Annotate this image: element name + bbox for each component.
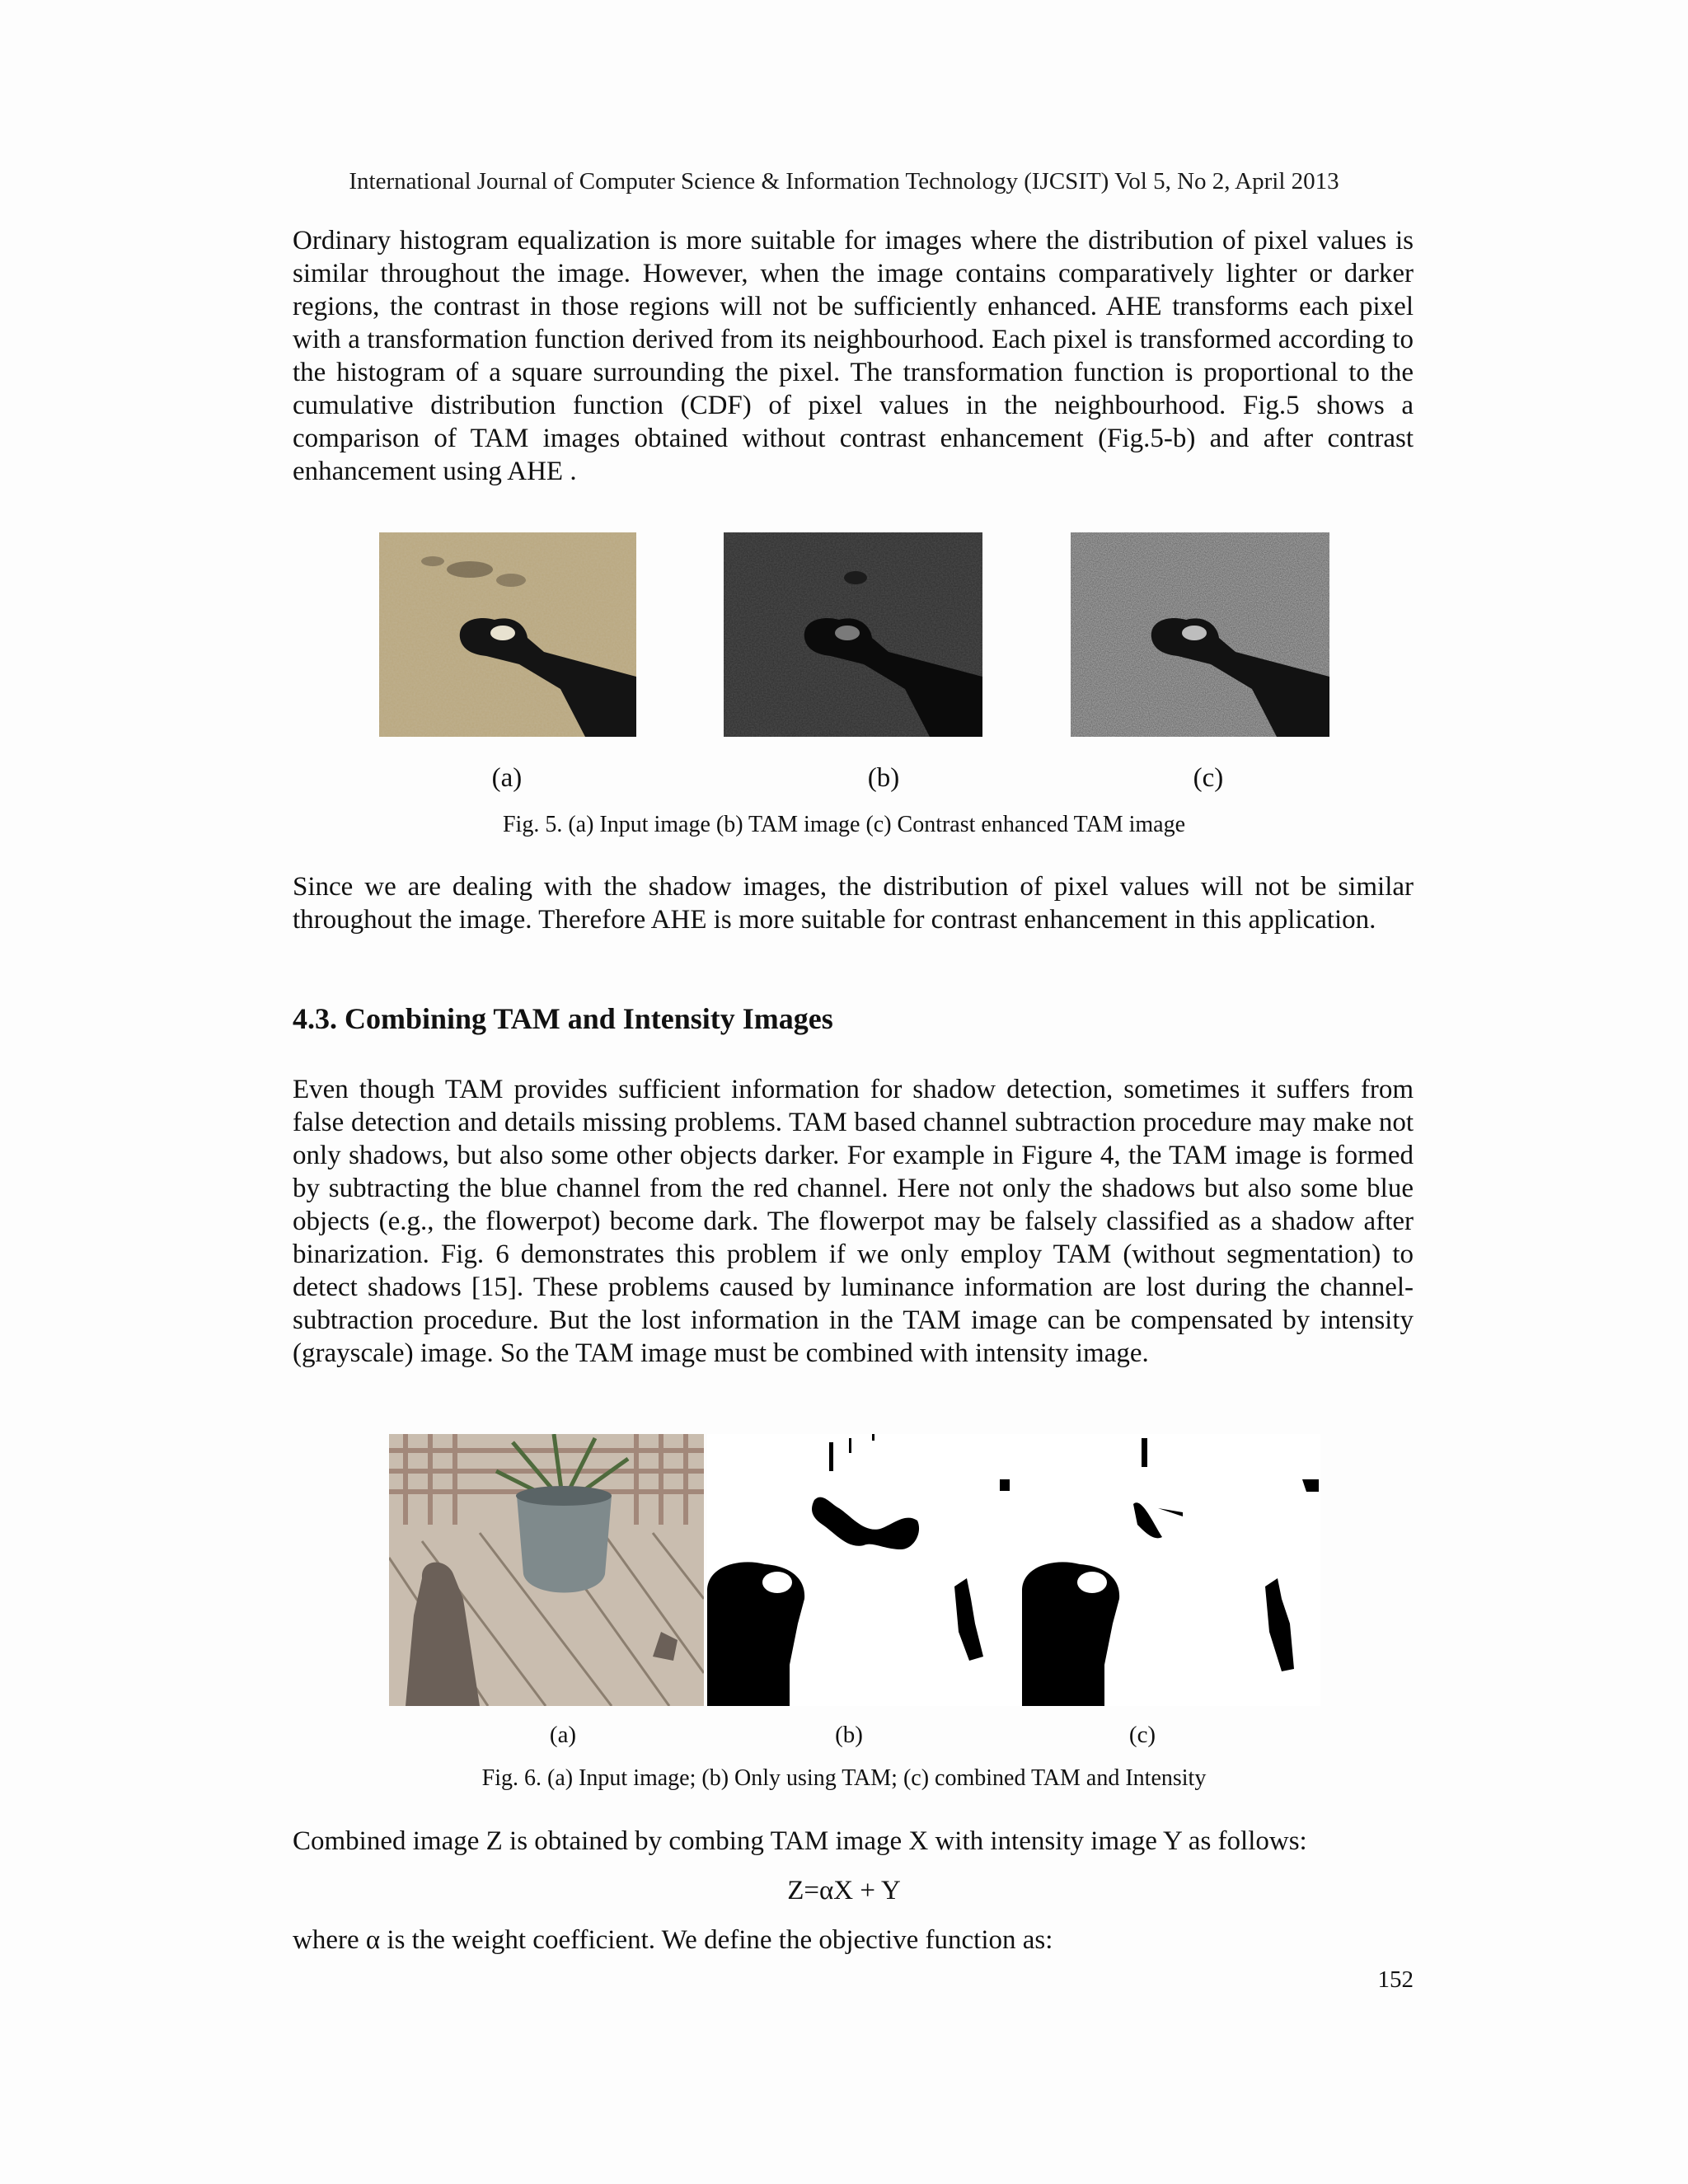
fig6-input-image <box>389 1434 704 1706</box>
running-header: International Journal of Computer Science & Information Technology (IJCSIT) Vol 5, No 2, April 2013 <box>349 168 1339 194</box>
fig5-tam-image <box>724 532 982 737</box>
fig5-label-a: (a) <box>491 763 523 793</box>
fig6-combined-image <box>1022 1434 1320 1706</box>
fig6-label-c: (c) <box>1128 1722 1156 1748</box>
paragraph-combining: Even though TAM provides sufficient information for shadow detection, sometimes it suffers from false detection and details missing problems. TAM based channel subtraction procedure may make not only shadows, but also some other objects darker. For example in Figure 4, the TAM image is formed by subtracting the blue channel from the red channel. Here not only the shadows but also some blue objects (e.g., the flowerpot) become dark. The flowerpot may be falsely classified as a shadow after binarization. Fig. 6 demonstrates this problem if we only employ TAM (without segmentation) to detect shadows [15]. These problems caused by luminance information are lost during the channel-subtraction procedure. But the lost information in the TAM image can be compensated by intensity (grayscale) image. So the TAM image must be combined with intensity image. <box>293 1075 1414 1368</box>
fig5-caption: Fig. 5. (a) Input image (b) TAM image (c) Contrast enhanced TAM image <box>502 812 1186 837</box>
page-number: 152 <box>1377 1966 1414 1993</box>
section-heading: 4.3. Combining TAM and Intensity Images <box>293 1002 833 1035</box>
paragraph-combined-image: Combined image Z is obtained by combing TAM image X with intensity image Y as follows: <box>293 1826 1307 1856</box>
fig5-enhanced-tam-image <box>1071 532 1329 737</box>
fig6-caption: Fig. 6. (a) Input image; (b) Only using TAM; (c) combined TAM and Intensity <box>481 1765 1207 1791</box>
fig5-input-image <box>379 532 636 737</box>
equation: Z=αX + Y <box>787 1876 901 1905</box>
paragraph-weight-coefficient: where α is the weight coefficient. We define the objective function as: <box>293 1925 1053 1955</box>
paragraph-shadow-distribution: Since we are dealing with the shadow images, the distribution of pixel values will not be similar throughout the image. Therefore AHE is more suitable for contrast enhancement in this application. <box>293 872 1414 935</box>
fig5-label-c: (c) <box>1193 763 1224 793</box>
fig6-label-b: (b) <box>835 1722 863 1748</box>
fig6-tam-only-image <box>707 1434 1022 1706</box>
fig6-label-a: (a) <box>549 1722 577 1748</box>
paragraph-ahe: Ordinary histogram equalization is more suitable for images where the distribution of pixel values is similar throughout the image. However, when the image contains comparatively lighter or darker regions, the contrast in those regions will not be sufficiently enhanced. AHE transforms each pixel with a transformation function derived from its neighbourhood. Each pixel is transformed according to the histogram of a square surrounding the pixel. The transformation function is proportional to the cumulative distribution function (CDF) of pixel values in the neighbourhood. Fig.5 shows a comparison of TAM images obtained without contrast enhancement (Fig.5-b) and after contrast enhancement using AHE . <box>293 226 1414 486</box>
fig5-label-b: (b) <box>867 763 900 793</box>
